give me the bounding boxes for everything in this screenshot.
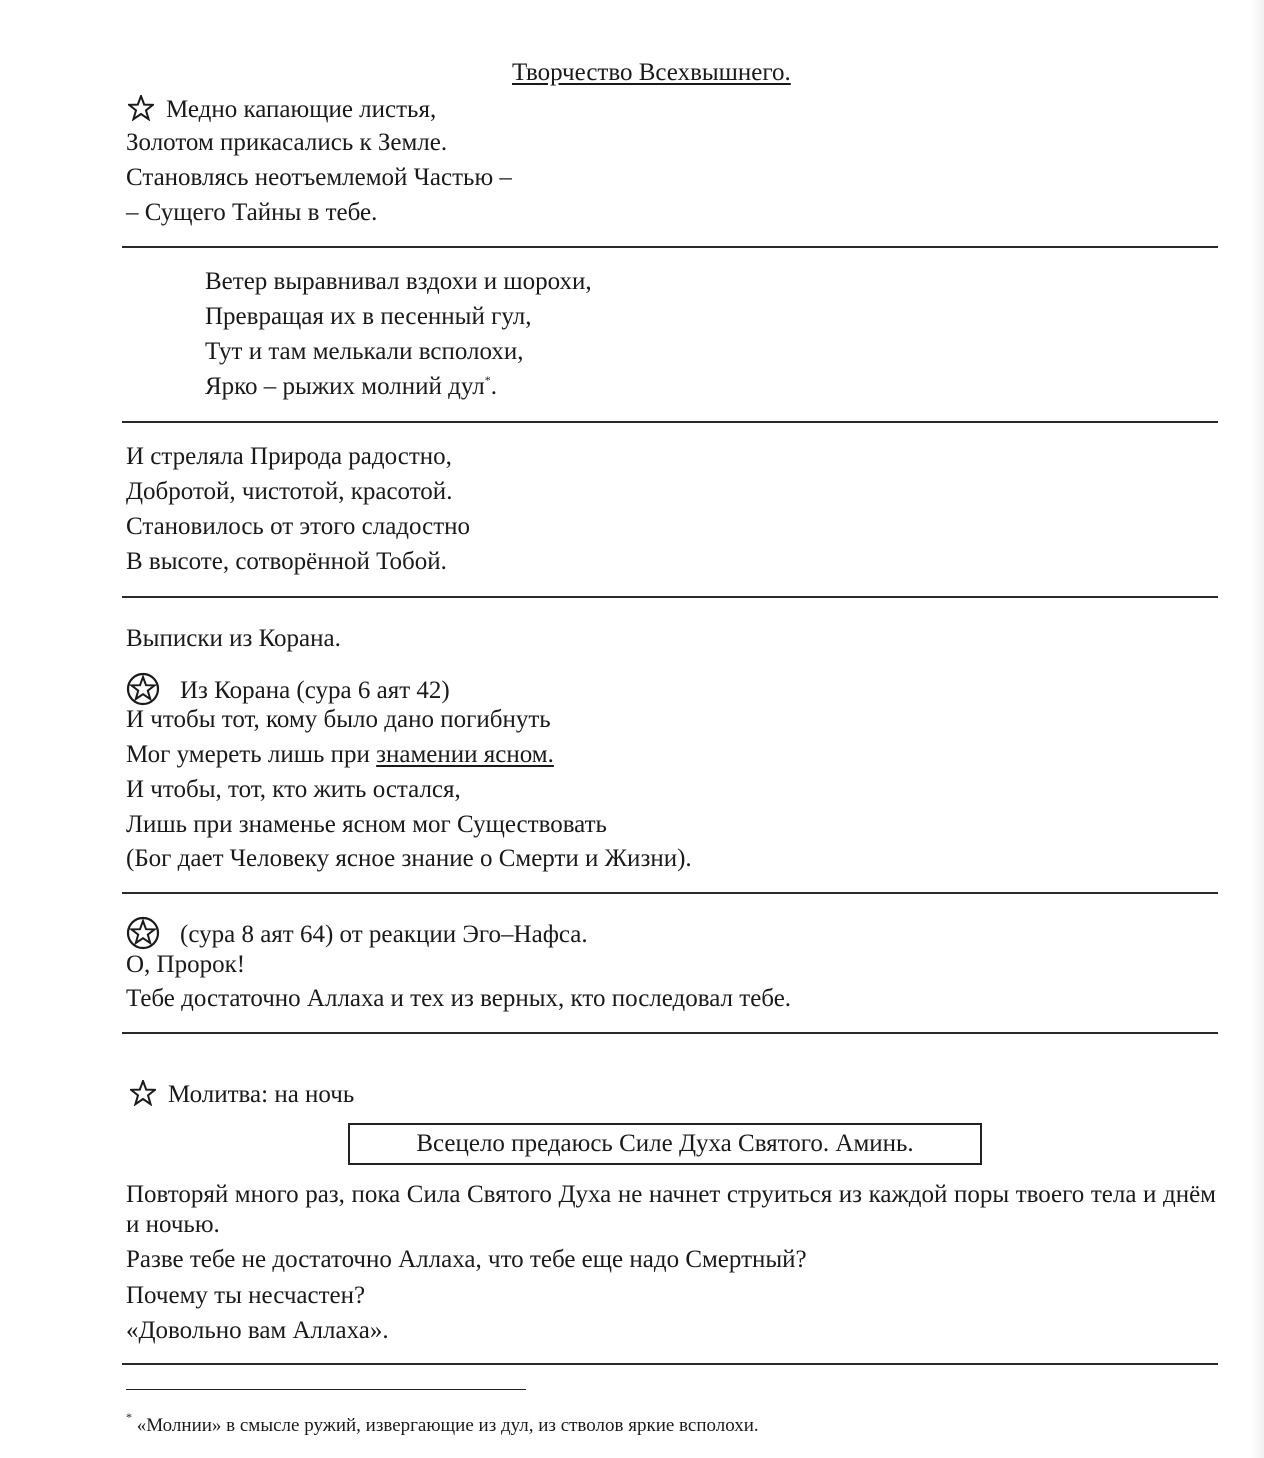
section-divider	[122, 1032, 1218, 1034]
stanza3-line-1: И стреляла Природа радостно,	[126, 443, 452, 470]
stanza2-line-4	[205, 374, 497, 399]
footnote-separator	[126, 1389, 526, 1390]
circled-star-icon	[126, 916, 160, 950]
scan-edge-shadow	[1250, 0, 1264, 1458]
stanza1-line-4: – Сущего Тайны в тебе.	[126, 199, 378, 226]
footnote	[126, 1410, 759, 1437]
section-divider	[122, 1363, 1218, 1365]
stanza2-line-3: Тут и там мелькали всполохи,	[205, 338, 524, 365]
outline-star-icon	[130, 1080, 156, 1106]
footnote-reference: *	[484, 373, 491, 387]
footnote-text: «Молнии» в смысле ружий, извергающие из дул, из стволов яркие всполохи.	[136, 1415, 759, 1436]
section-divider	[122, 892, 1218, 894]
quote-reference: Из Корана (сура 6 аят 42)	[180, 677, 450, 704]
stanza-end-punctuation: .	[490, 373, 497, 400]
prayer-line-3: Почему ты несчастен?	[126, 1282, 366, 1309]
stanza2-line-1: Ветер выравнивал вздохи и шорохи,	[205, 268, 592, 295]
koran-quote1-line-3: И чтобы, тот, кто жить остался,	[126, 776, 461, 803]
quote-text: Мог умереть лишь при	[126, 741, 377, 768]
prayer-heading	[130, 1080, 354, 1107]
koran-quote1-line-5: (Бог дает Человеку ясное знание о Смерти и Жизни).	[126, 845, 692, 872]
section-divider	[122, 421, 1218, 423]
stanza1-line-3: Становлясь неотъемлемой Частью –	[126, 164, 512, 191]
stanza-text: Медно капающие листья,	[166, 96, 437, 123]
stanza1-line-2: Золотом прикасались к Земле.	[126, 129, 448, 156]
stanza3-line-2: Добротой, чистотой, красотой.	[126, 478, 453, 505]
stanza3-line-4: В высоте, сотворённой Тобой.	[126, 548, 447, 575]
koran-quote1-line-4: Лишь при знаменье ясном мог Существовать	[126, 811, 607, 838]
koran-heading: Выписки из Корана.	[126, 625, 341, 652]
underlined-phrase: знамении ясном.	[376, 741, 554, 768]
prayer-box: Всецело предаюсь Силе Духа Святого. Аминь.	[348, 1123, 982, 1165]
koran-quote2-line-1: О, Пророк!	[126, 951, 246, 978]
prayer-line-2: Разве тебе не достаточно Аллаха, что тебе еще надо Смертный?	[126, 1246, 807, 1273]
prayer-heading-text: Молитва: на ночь	[168, 1081, 355, 1108]
outline-star-icon	[128, 95, 154, 121]
prayer-line-4: «Довольно вам Аллаха».	[126, 1317, 389, 1344]
koran-quote1-ref	[126, 672, 450, 706]
stanza2-line-2: Превращая их в песенный гул,	[205, 303, 532, 330]
page-title: Творчество Всехвышнего.	[512, 59, 791, 86]
quote-reference: (сура 8 аят 64) от реакции Эго–Нафса.	[180, 921, 588, 948]
koran-quote1-line-1: И чтобы тот, кому было дано погибнуть	[126, 706, 551, 733]
footnote-mark: *	[126, 1410, 132, 1424]
stanza1-line-1	[128, 95, 436, 122]
stanza-text: Ярко – рыжих молний дул	[205, 373, 485, 400]
section-divider	[122, 596, 1218, 598]
koran-quote2-line-2: Тебе достаточно Аллаха и тех из верных, кто последовал тебе.	[126, 985, 792, 1012]
section-divider	[122, 246, 1218, 248]
koran-quote2-ref	[126, 916, 588, 950]
koran-quote1-line-2	[126, 742, 554, 767]
circled-star-icon	[126, 672, 160, 706]
prayer-paragraph: Повторяй много раз, пока Сила Святого Духа не начнет струиться из каждой поры твоего тела и днём и ночью.	[126, 1181, 1216, 1238]
stanza3-line-3: Становилось от этого сладостно	[126, 513, 471, 540]
